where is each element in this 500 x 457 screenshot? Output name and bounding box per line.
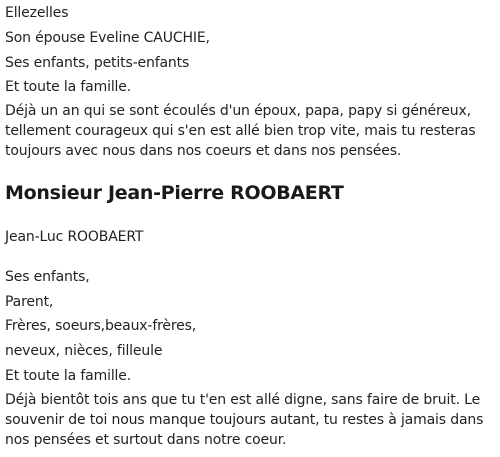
remembrance-paragraph-1: Déjà un an qui se sont écoulés d'un époux, papa, papy si généreux, tellement courageux qui s'en est allé bien trop vite, mais tu resteras toujours avec nous dans nos coeurs et dans nos pensées. <box>5 103 476 159</box>
spouse-line: Son épouse Eveline CAUCHIE, <box>5 30 210 46</box>
family-line-2: Et toute la famille. <box>5 368 132 384</box>
parent-line: Parent, <box>5 294 54 310</box>
children-line-2: Ses enfants, <box>5 269 90 285</box>
nephews-line: neveux, nièces, filleule <box>5 343 163 359</box>
signer-line: Jean-Luc ROOBAERT <box>5 229 144 245</box>
family-line: Et toute la famille. <box>5 79 132 95</box>
location-line: Ellezelles <box>5 5 69 21</box>
deceased-name-heading: Monsieur Jean-Pierre ROOBAERT <box>5 182 344 204</box>
siblings-line: Frères, soeurs,beaux-frères, <box>5 318 197 334</box>
remembrance-paragraph-2: Déjà bientôt tois ans que tu t'en est allé digne, sans faire de bruit. Le souvenir de toi nous manque toujours autant, tu restes à jamais dans nos pensées et surtout dans notre coeur. <box>5 392 484 448</box>
children-line: Ses enfants, petits-enfants <box>5 55 190 71</box>
